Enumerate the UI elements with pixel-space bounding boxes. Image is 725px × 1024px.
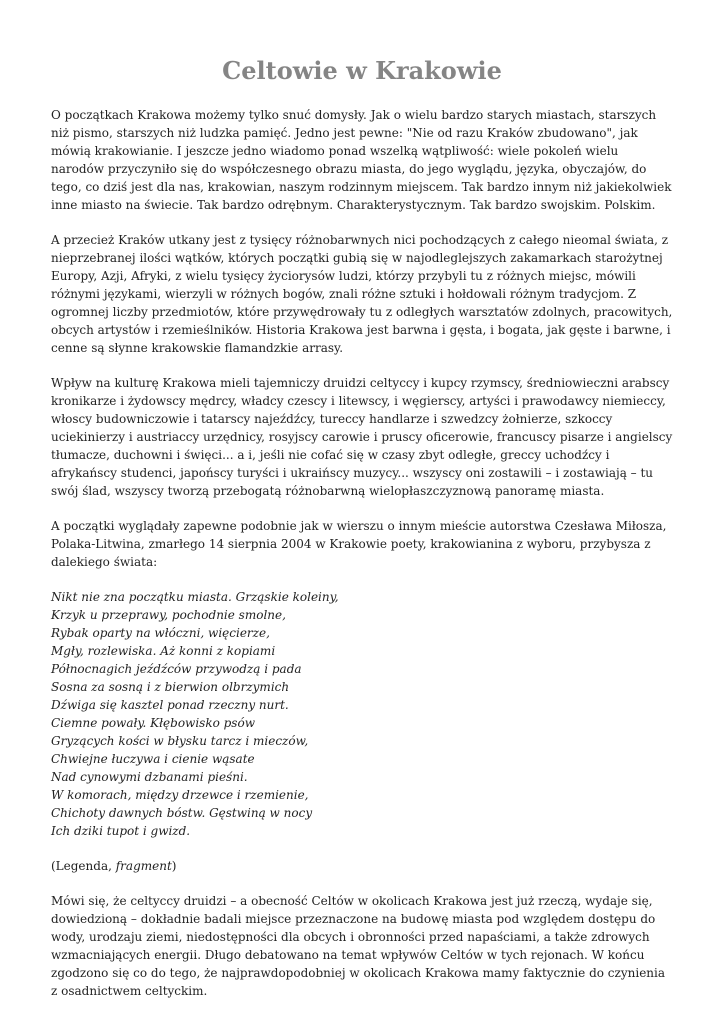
paragraph-druids: Mówi się, że celtyccy druidzi – a obecność Celtów w okolicach Krakowa jest już rzeczą, wydaje się, dowiedzioną – dokładnie badali miejsce przeznaczone na budowę miasta pod względem dostępu do wody, urodzaju ziemi, niedostępności dla obcych i obronności przed napaściami, a także zdrowych wzmacniających energii. Długo debatowano na temat wpływów Celtów w tych rejonach. W końcu zgodzono się co do tego, że najprawdopodobniej w okolicach Krakowa mamy faktycznie do czynienia z osadnictwem celtyckim. (51, 894, 666, 998)
poem-source-note (51, 857, 673, 875)
poem-line: Nikt nie zna początku miasta. Grząskie koleiny, (51, 590, 339, 604)
note-prefix: (Legenda, (51, 859, 116, 873)
poem-line: Ich dziki tupot i gwizd. (51, 824, 191, 838)
poem-line: Nad cynowymi dzbanami pieśni. (51, 770, 248, 784)
paragraph-influences: Wpływ na kulturę Krakowa mieli tajemniczy druidzi celtyccy i kupcy rzymscy, średniowieczni arabscy kronikarze i żydowscy mędrcy, władcy czescy i litewscy, i węgierscy, artyści i prawodawcy niemieccy, włoscy budowniczowie i tatarscy najeźdźcy, tureccy handlarze i szwedzcy żołnierze, szkoccy uciekinierzy i austriaccy urzędnicy, rosyjscy carowie i pruscy oficerowie, francuscy pisarze i angielscy tłumacze, duchowni i święci... a i, jeśli nie cofać się w czasy zbyt odległe, greccy uchodźcy i afrykańscy studenci, japońscy turyści i ukraińscy muzycy... wszyscy oni zostawili – i zostawiają – tu swój ślad, wszyscy tworzą przebogatą różnobarwną wielopłaszczyznową panoramę miasta. (51, 376, 673, 498)
poem-line: Chichoty dawnych bóstw. Gęstwiną w nocy (51, 806, 313, 820)
note-italic: fragment (115, 859, 172, 873)
poem-line: Mgły, rozlewiska. Aż konni z kopiami (51, 644, 276, 658)
poem-line: Gryzących kości w błysku tarcz i mieczów, (51, 734, 309, 748)
paragraph-intro: O początkach Krakowa możemy tylko snuć domysły. Jak o wielu bardzo starych miastach, starszych niż pismo, starszych niż ludzka pamięć. Jedno jest pewne: "Nie od razu Kraków zbudowano", jak mówią krakowianie. I jeszcze jedno wiadomo ponad wszelką wątpliwość: wiele pokoleń wielu narodów przyczyniło się do współczesnego obrazu miasta, do jego wyglądu, języka, obyczajów, do tego, co dziś jest dla nas, krakowian, naszym rodzinnym miejscem. Tak bardzo innym niż jakiekolwiek inne miasto na świecie. Tak bardzo odrębnym. Charakterystycznym. Tak bardzo swojskim. Polskim. (51, 108, 672, 212)
poem-block (51, 588, 673, 840)
poem-line: Krzyk u przeprawy, pochodnie smolne, (51, 608, 286, 622)
poem-line: Dźwiga się kasztel ponad rzeczny nurt. (51, 698, 289, 712)
poem-line: Chwiejne łuczywa i cienie wąsate (51, 752, 255, 766)
poem-line: W komorach, między drzewce i rzemienie, (51, 788, 309, 802)
paragraph-poem-intro: A początki wyglądały zapewne podobnie jak w wierszu o innym mieście autorstwa Czesława Miłosza, Polaka-Litwina, zmarłego 14 sierpnia 2004 w Krakowie poety, krakowianina z wyboru, przybysza z dalekiego świata: (51, 519, 667, 569)
paragraph-threads: A przecież Kraków utkany jest z tysięcy różnobarwnych nici pochodzących z całego nieomal świata, z nieprzebranej ilości wątków, których początki gubią się w najodleglejszych zakamarkach starożytnej Europy, Azji, Afryki, z wielu tysięcy życiorysów ludzi, którzy przybyli tu z różnych miejsc, mówili różnymi językami, wierzyli w różnych bogów, znali różne sztuki i hołdowali różnym tradycjom. Z ogromnej liczby przedmiotów, które przywędrowały tu z odległych warsztatów zdolnych, pracowitych, obcych artystów i rzemieślników. Historia Krakowa jest barwna i gęsta, i bogata, jak gęste i barwne, i cenne są słynne krakowskie flamandzkie arrasy. (51, 233, 673, 355)
note-suffix: ) (171, 859, 177, 873)
poem-line: Sosna za sosną i z bierwion olbrzymich (51, 680, 290, 694)
poem-line: Ciemne powały. Kłębowisko psów (51, 716, 255, 730)
poem-line: Północnagich jeźdźców przywodzą i pada (51, 662, 302, 676)
page-title: Celtowie w Krakowie (222, 56, 502, 85)
poem-line: Rybak oparty na włóczni, więcierze, (51, 626, 270, 640)
